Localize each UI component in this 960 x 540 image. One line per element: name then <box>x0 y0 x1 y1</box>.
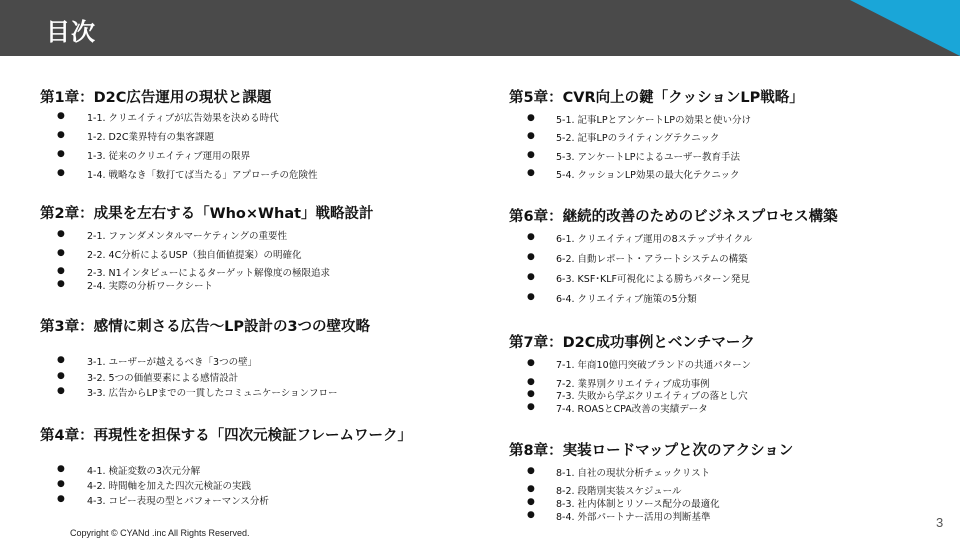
bullet-icon: ● <box>527 232 535 242</box>
chapter-1-item-3: 1-3. 従来のクリエイティブ運用の限界 <box>87 151 251 162</box>
chapter-4-item-2: 4-2. 時間軸を加えた四次元検証の実践 <box>87 481 252 492</box>
chapter-7-item-3: 7-3. 失敗から学ぶクリエイティブの落とし穴 <box>556 391 748 402</box>
chapter-5-item-1: 5-1. 記事LPとアンケートLPの効果と使い分け <box>556 115 752 126</box>
bullet-icon: ● <box>57 386 65 396</box>
chapter-5-item-2: 5-2. 記事LPのライティングテクニック <box>556 133 720 144</box>
chapter-6-item-1: 6-1. クリエイティブ運用の8ステップサイクル <box>556 234 753 245</box>
chapter-8-title: 第8章：実装ロードマップと次のアクション <box>509 443 794 459</box>
chapter-5-item-3: 5-3. アンケートLPによるユーザー教育手法 <box>556 152 741 163</box>
chapter-1-item-4: 1-4. 戦略なき「数打てば当たる」アプローチの危険性 <box>87 170 318 181</box>
bullet-icon: ● <box>57 266 65 276</box>
bullet-icon: ● <box>57 111 65 121</box>
chapter-5-item-4: 5-4. クッションLP効果の最大化テクニック <box>556 170 740 181</box>
header-bar <box>0 0 960 56</box>
bullet-icon: ● <box>57 479 65 489</box>
bullet-icon: ● <box>57 149 65 159</box>
chapter-3-item-2: 3-2. 5つの価値要素による感情設計 <box>87 373 239 384</box>
bullet-icon: ● <box>527 484 535 494</box>
bullet-icon: ● <box>527 252 535 262</box>
chapter-6-item-3: 6-3. KSF･KLF可視化による勝ちパターン発見 <box>556 274 750 285</box>
bullet-icon: ● <box>527 113 535 123</box>
chapter-3-item-3: 3-3. 広告からLPまでの一貫したコミュニケーションフロー <box>87 388 338 399</box>
chapter-8-item-1: 8-1. 自社の現状分析チェックリスト <box>556 468 711 479</box>
bullet-icon: ● <box>527 168 535 178</box>
chapter-2-item-1: 2-1. ファンダメンタルマーケティングの重要性 <box>87 231 287 242</box>
bullet-icon: ● <box>57 371 65 381</box>
bullet-icon: ● <box>57 229 65 239</box>
chapter-3-title: 第3章：感情に刺さる広告〜LP設計の3つの壁攻略 <box>40 319 371 335</box>
bullet-icon: ● <box>527 510 535 520</box>
chapter-6-title: 第6章：継続的改善のためのビジネスプロセス構築 <box>509 209 838 225</box>
chapter-2-item-3: 2-3. N1インタビューによるターゲット解像度の極限追求 <box>87 268 330 279</box>
corner-accent-triangle <box>850 0 960 56</box>
chapter-6-item-4: 6-4. クリエイティブ施策の5分類 <box>556 294 697 305</box>
page-title: 目次 <box>46 18 96 46</box>
chapter-5-title: 第5章：CVR向上の鍵「クッションLP戦略」 <box>509 90 804 106</box>
chapter-4-item-3: 4-3. コピー表現の型とパフォーマンス分析 <box>87 496 269 507</box>
chapter-2-item-4: 2-4. 実際の分析ワークシート <box>87 281 214 292</box>
chapter-2-item-2: 2-2. 4C分析によるUSP（独自価値提案）の明確化 <box>87 250 302 261</box>
bullet-icon: ● <box>527 292 535 302</box>
copyright-text: Copyright © CYANd .inc All Rights Reserved. <box>70 528 250 538</box>
chapter-8-item-3: 8-3. 社内体制とリソース配分の最適化 <box>556 499 720 510</box>
chapter-7-item-2: 7-2. 業界別クリエイティブ成功事例 <box>556 379 710 390</box>
chapter-8-item-2: 8-2. 段階別実装スケジュール <box>556 486 682 497</box>
chapter-3-item-1: 3-1. ユーザーが越えるべき「3つの壁」 <box>87 357 258 368</box>
bullet-icon: ● <box>57 355 65 365</box>
chapter-1-item-2: 1-2. D2C業界特有の集客課題 <box>87 132 215 143</box>
bullet-icon: ● <box>527 272 535 282</box>
bullet-icon: ● <box>527 402 535 412</box>
chapter-7-item-1: 7-1. 年商10億円突破ブランドの共通パターン <box>556 360 751 371</box>
bullet-icon: ● <box>527 497 535 507</box>
bullet-icon: ● <box>527 150 535 160</box>
chapter-1-title: 第1章：D2C広告運用の現状と課題 <box>40 90 272 106</box>
chapter-4-title: 第4章：再現性を担保する「四次元検証フレームワーク」 <box>40 428 413 444</box>
bullet-icon: ● <box>527 131 535 141</box>
bullet-icon: ● <box>527 358 535 368</box>
bullet-icon: ● <box>57 464 65 474</box>
bullet-icon: ● <box>57 248 65 258</box>
bullet-icon: ● <box>527 377 535 387</box>
page-number: 3 <box>936 515 944 530</box>
chapter-6-item-2: 6-2. 自動レポート・アラートシステムの構築 <box>556 254 748 265</box>
chapter-7-title: 第7章：D2C成功事例とベンチマーク <box>509 335 755 351</box>
chapter-8-item-4: 8-4. 外部パートナー活用の判断基準 <box>556 512 711 523</box>
bullet-icon: ● <box>57 130 65 140</box>
chapter-7-item-4: 7-4. ROASとCPA改善の実績データ <box>556 404 708 415</box>
bullet-icon: ● <box>57 168 65 178</box>
chapter-1-item-1: 1-1. クリエイティブが広告効果を決める時代 <box>87 113 279 124</box>
bullet-icon: ● <box>527 389 535 399</box>
bullet-icon: ● <box>57 279 65 289</box>
bullet-icon: ● <box>527 466 535 476</box>
bullet-icon: ● <box>57 494 65 504</box>
chapter-2-title: 第2章：成果を左右する「Who×What」戦略設計 <box>40 206 374 222</box>
chapter-4-item-1: 4-1. 検証変数の3次元分解 <box>87 466 201 477</box>
